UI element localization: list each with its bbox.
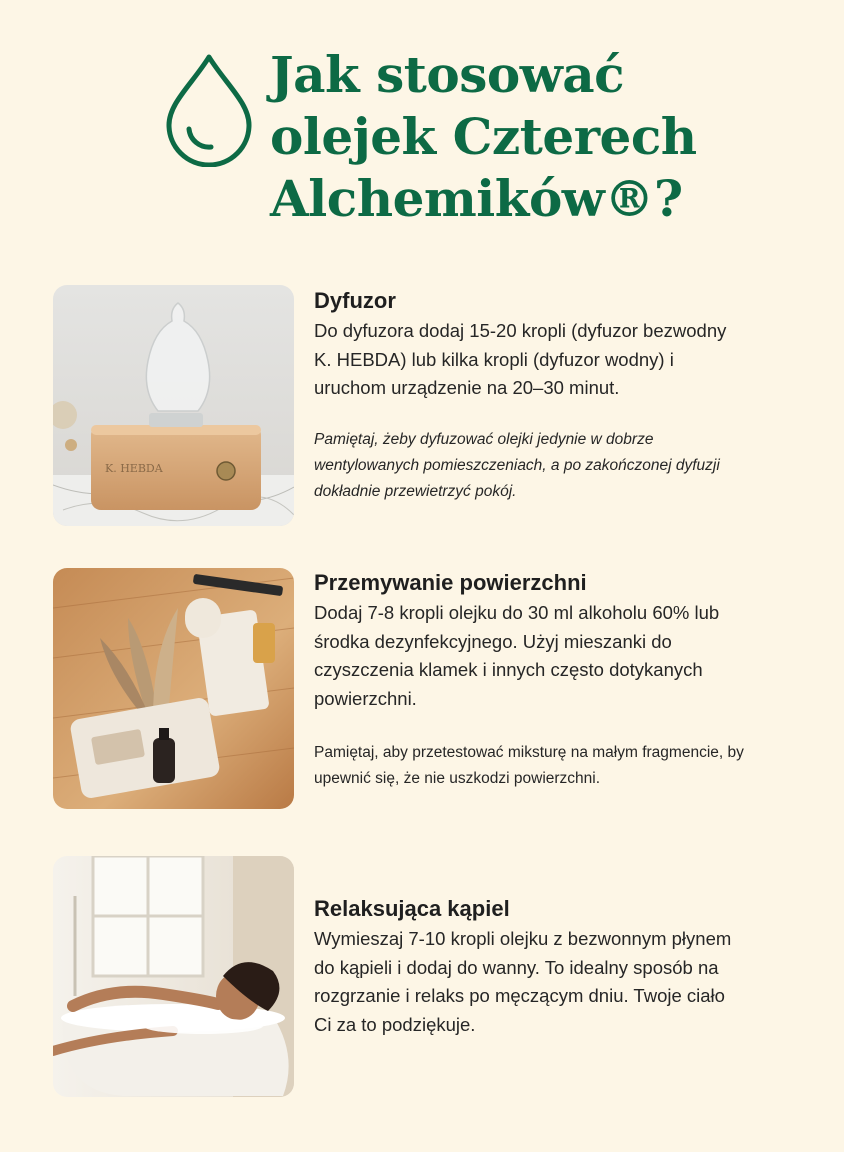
section-note: Pamiętaj, aby przetestować miksturę na małym fragmencie, by upewnić się, że nie uszkodzi powierzchni. — [314, 744, 744, 787]
section-note: Pamiętaj, żeby dyfuzować olejki jedynie w dobrze wentylowanych pomieszczeniach, a po zakończonej dyfuzji dokładnie przewietrzyć pokój. — [314, 430, 720, 500]
page-title — [270, 44, 830, 230]
title-line: Jak stosować — [270, 45, 625, 104]
section-title: Przemywanie powierzchni — [314, 570, 587, 595]
section-body: Wymieszaj 7-10 kropli olejku z bezwonnym płynem do kąpieli i dodaj do wanny. To idealny sposób na rozgrzanie i relaks po męczącym dniu. Twoje ciało Ci za to podziękuje. — [314, 928, 732, 1035]
title-line: Alchemików®? — [270, 169, 683, 228]
section-bath — [314, 895, 814, 1039]
header — [0, 0, 844, 260]
diffuser-brand-label: K. HEBDA — [105, 462, 163, 475]
section-surfaces — [314, 569, 814, 792]
section-body: Do dyfuzora dodaj 15-20 kropli (dyfuzor bezwodny K. HEBDA) lub kilka kropli (dyfuzor wodny) i uruchom urządzenie na 20–30 minut. — [314, 320, 727, 398]
section-title: Relaksująca kąpiel — [314, 896, 510, 921]
drop-icon — [163, 53, 255, 167]
section-title: Dyfuzor — [314, 288, 396, 313]
cleaning-photo — [53, 568, 294, 809]
title-line: olejek Czterech — [270, 107, 697, 166]
section-body: Dodaj 7-8 kropli olejku do 30 ml alkoholu 60% lub środka dezynfekcyjnego. Użyj mieszanki do czyszczenia klamek i innych często dotykanych powierzchni. — [314, 602, 720, 709]
section-diffuser — [314, 287, 814, 505]
bath-photo — [53, 856, 294, 1097]
diffuser-photo — [53, 285, 294, 526]
